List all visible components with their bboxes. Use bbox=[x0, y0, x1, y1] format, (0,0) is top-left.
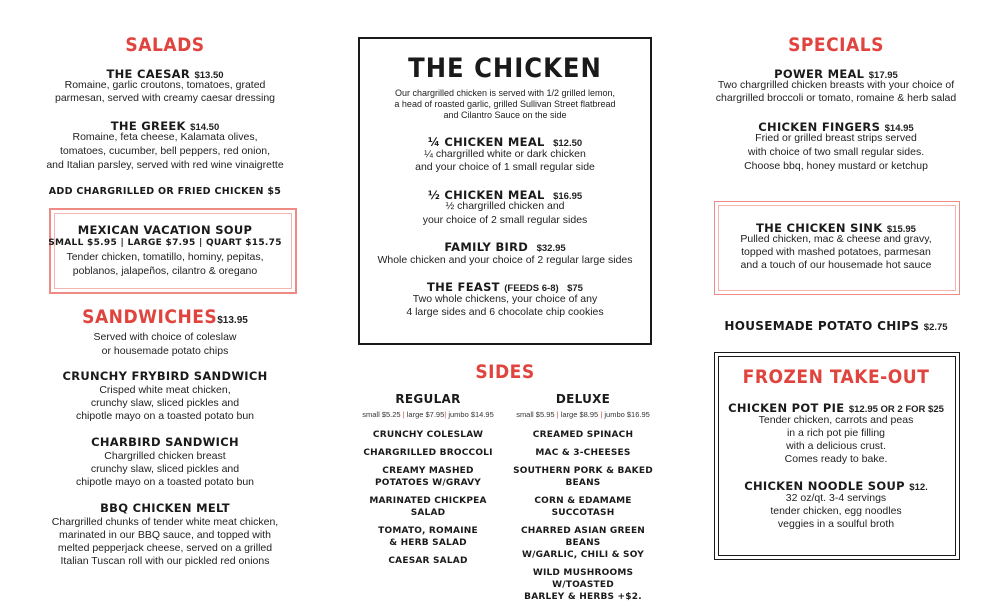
sandwiches-sub-2: or housemade potato chips bbox=[101, 345, 229, 357]
mexican-soup-desc-1: Tender chicken, tomatillo, hominy, pepitas, bbox=[66, 251, 264, 263]
deluxe-side-item: WILD MUSHROOMS W/TOASTED bbox=[532, 568, 634, 590]
quarter-meal-desc-2: and your choice of 1 small regular side bbox=[415, 161, 595, 173]
sandwiches-heading: SANDWICHES bbox=[82, 306, 218, 328]
power-meal-desc-1: Two chargrilled chicken breasts with your choice of bbox=[717, 79, 955, 91]
regular-large-price: large $7.95 bbox=[406, 410, 445, 419]
greek-desc-2: tomatoes, cucumber, bell peppers, red onion, bbox=[59, 145, 271, 157]
chicken-fingers-title: CHICKEN FINGERS bbox=[758, 120, 881, 134]
chicken-sink-desc-1: Pulled chicken, mac & cheese and gravy, bbox=[740, 233, 932, 245]
regular-side-item: MARINATED CHICKPEA SALAD bbox=[369, 496, 487, 518]
pot-pie-desc-4: Comes ready to bake. bbox=[784, 453, 888, 465]
bbq-melt-title: BBQ CHICKEN MELT bbox=[100, 501, 230, 515]
regular-side-item: CREAMY MASHED bbox=[382, 466, 474, 476]
regular-jumbo-price: jumbo $14.95 bbox=[448, 410, 494, 419]
salads-heading: SALADS bbox=[125, 34, 205, 56]
charbird-desc-3: chipotle mayo on a toasted potato bun bbox=[75, 476, 255, 488]
charbird-desc-2: crunchy slaw, sliced pickles and bbox=[90, 463, 240, 475]
deluxe-side-item: CREAMED SPINACH bbox=[532, 430, 634, 440]
mexican-soup-sizes: SMALL $5.95 | LARGE $7.95 | QUART $15.75 bbox=[48, 238, 282, 248]
chicken-sink-price: $15.95 bbox=[886, 224, 916, 235]
feast-feeds: (FEEDS 6-8) bbox=[504, 283, 559, 294]
deluxe-small-price: small $5.95 bbox=[516, 410, 555, 419]
bbq-melt-desc-2: marinated in our BBQ sauce, and topped with bbox=[59, 529, 271, 541]
half-meal-price: $16.95 bbox=[553, 191, 583, 202]
caesar-desc-1: Romaine, garlic croutons, tomatoes, grated bbox=[64, 79, 266, 91]
feast-price: $75 bbox=[567, 283, 583, 294]
pot-pie-desc-1: Tender chicken, carrots and peas bbox=[758, 414, 914, 426]
add-chicken-note: ADD CHARGRILLED OR FRIED CHICKEN $5 bbox=[48, 186, 282, 197]
mexican-soup-title: MEXICAN VACATION SOUP bbox=[77, 223, 253, 237]
frybird-desc-3: chipotle mayo on a toasted potato bun bbox=[75, 410, 255, 422]
chicken-intro-3: and Cilantro Sauce on the side bbox=[443, 110, 567, 120]
greek-price: $14.50 bbox=[190, 122, 220, 133]
mexican-soup-desc-2: poblanos, jalapeños, cilantro & oregano bbox=[72, 265, 258, 277]
regular-price-sep-1: | bbox=[402, 410, 405, 419]
regular-side-item: CRUNCHY COLESLAW bbox=[372, 430, 484, 440]
sides-regular bbox=[358, 392, 498, 566]
quarter-meal-price: $12.50 bbox=[553, 138, 583, 149]
deluxe-price-sep-1: | bbox=[556, 410, 559, 419]
regular-title: REGULAR bbox=[395, 392, 461, 406]
quarter-meal-desc-1: ¼ chargrilled white or dark chicken bbox=[424, 148, 586, 160]
family-bird-title: FAMILY BIRD bbox=[444, 240, 529, 254]
pot-pie-title: CHICKEN POT PIE bbox=[728, 401, 845, 415]
deluxe-side-item: CHARRED ASIAN GREEN BEANS bbox=[520, 526, 646, 548]
sides-deluxe bbox=[508, 392, 658, 602]
deluxe-price-sep-2: | bbox=[600, 410, 603, 419]
noodle-soup-title: CHICKEN NOODLE SOUP bbox=[744, 479, 905, 493]
regular-side-item: CAESAR SALAD bbox=[388, 556, 468, 566]
sides-heading: SIDES bbox=[475, 361, 535, 383]
bbq-melt-desc-1: Chargrilled chunks of tender white meat chicken, bbox=[51, 516, 279, 528]
greek-desc-1: Romaine, feta cheese, Kalamata olives, bbox=[72, 131, 258, 143]
deluxe-side-item: CORN & EDAMAME SUCCOTASH bbox=[534, 496, 632, 518]
family-bird-desc: Whole chicken and your choice of 2 regular large sides bbox=[377, 254, 633, 266]
sandwiches-header bbox=[40, 306, 290, 328]
caesar-price: $13.50 bbox=[194, 70, 224, 81]
power-meal-price: $17.95 bbox=[868, 70, 898, 81]
pot-pie-desc-3: with a delicious crust. bbox=[786, 440, 886, 452]
family-bird-price: $32.95 bbox=[536, 243, 566, 254]
deluxe-side-item: SOUTHERN PORK & BAKED BEANS bbox=[513, 466, 653, 488]
deluxe-prices bbox=[508, 410, 658, 419]
frybird-desc-1: Crisped white meat chicken, bbox=[99, 384, 231, 396]
frybird-desc-2: crunchy slaw, sliced pickles and bbox=[90, 397, 240, 409]
deluxe-side-item: BARLEY & HERBS +$2. bbox=[524, 592, 642, 602]
noodle-soup-desc-3: veggies in a soulful broth bbox=[777, 518, 895, 530]
noodle-soup-desc-1: 32 oz/qt. 3-4 servings bbox=[785, 492, 887, 504]
regular-small-price: small $5.25 bbox=[362, 410, 401, 419]
chicken-intro-2: a head of roasted garlic, grilled Sullivan Street flatbread bbox=[394, 99, 616, 109]
potato-chips bbox=[712, 317, 960, 335]
half-meal-desc-2: your choice of 2 small regular sides bbox=[422, 214, 588, 226]
greek-title: THE GREEK bbox=[110, 119, 186, 133]
regular-sides-list bbox=[358, 429, 498, 567]
sandwiches-sub-1: Served with choice of coleslaw bbox=[93, 331, 237, 343]
greek-desc-3: and Italian parsley, served with red wine vinaigrette bbox=[46, 159, 284, 171]
quarter-meal-title: ¼ CHICKEN MEAL bbox=[427, 135, 545, 149]
feast-desc-2: 4 large sides and 6 chocolate chip cookies bbox=[406, 306, 604, 318]
potato-chips-title: HOUSEMADE POTATO CHIPS bbox=[724, 319, 920, 333]
the-chicken-heading: THE CHICKEN bbox=[408, 53, 602, 84]
feast-title: THE FEAST bbox=[427, 280, 500, 294]
half-meal-title: ½ CHICKEN MEAL bbox=[427, 188, 545, 202]
noodle-soup-price: $12. bbox=[909, 482, 928, 493]
specials-heading: SPECIALS bbox=[788, 34, 884, 56]
caesar-title: THE CAESAR bbox=[106, 67, 191, 81]
bbq-melt-desc-3: melted pepperjack cheese, served on a grilled bbox=[57, 542, 273, 554]
caesar-desc-2: parmesan, served with creamy caesar dressing bbox=[54, 92, 275, 104]
feast-desc-1: Two whole chickens, your choice of any bbox=[412, 293, 598, 305]
bbq-melt-desc-4: Italian Tuscan roll with our pickled red onions bbox=[60, 555, 270, 567]
regular-side-item: & HERB SALAD bbox=[389, 538, 467, 548]
regular-price-sep-2: | bbox=[444, 410, 447, 419]
chicken-intro-1: Our chargrilled chicken is served with 1/2 grilled lemon, bbox=[394, 88, 616, 98]
charbird-desc-1: Chargrilled chicken breast bbox=[104, 450, 226, 462]
deluxe-title: DELUXE bbox=[555, 392, 611, 406]
deluxe-sides-list bbox=[508, 429, 658, 603]
frozen-heading: FROZEN TAKE-OUT bbox=[742, 366, 930, 388]
chicken-fingers-desc-2: with choice of two small regular sides. bbox=[747, 146, 925, 158]
deluxe-side-item: W/GARLIC, CHILI & SOY bbox=[522, 550, 644, 560]
chicken-fingers-desc-3: Choose bbq, honey mustard or ketchup bbox=[744, 160, 928, 172]
chicken-sink-desc-3: and a touch of our housemade hot sauce bbox=[740, 259, 932, 271]
deluxe-large-price: large $8.95 bbox=[560, 410, 599, 419]
potato-chips-price: $2.75 bbox=[923, 322, 948, 333]
deluxe-jumbo-price: jumbo $16.95 bbox=[604, 410, 650, 419]
half-meal-desc-1: ½ chargrilled chicken and bbox=[445, 200, 565, 212]
sandwiches-price: $13.95 bbox=[217, 315, 248, 326]
power-meal-desc-2: chargrilled broccoli or tomato, romaine & herb salad bbox=[715, 92, 957, 104]
pot-pie-price: $12.95 OR 2 FOR $25 bbox=[848, 404, 944, 415]
power-meal-title: POWER MEAL bbox=[774, 67, 865, 81]
chicken-sink-desc-2: topped with mashed potatoes, parmesan bbox=[741, 246, 931, 258]
chicken-fingers-price: $14.95 bbox=[884, 123, 914, 134]
regular-side-item: POTATOES W/GRAVY bbox=[374, 478, 482, 488]
noodle-soup-desc-2: tender chicken, egg noodles bbox=[770, 505, 902, 517]
regular-side-item: TOMATO, ROMAINE bbox=[378, 526, 478, 536]
chicken-fingers-desc-1: Fried or grilled breast strips served bbox=[755, 132, 917, 144]
deluxe-side-item: MAC & 3-CHEESES bbox=[535, 448, 631, 458]
charbird-title: CHARBIRD SANDWICH bbox=[91, 435, 239, 449]
frybird-title: CRUNCHY FRYBIRD SANDWICH bbox=[62, 369, 268, 383]
regular-side-item: CHARGRILLED BROCCOLI bbox=[363, 448, 493, 458]
chicken-sink-title: THE CHICKEN SINK bbox=[756, 221, 883, 235]
regular-prices bbox=[358, 410, 498, 419]
pot-pie-desc-2: in a rich pot pie filling bbox=[786, 427, 886, 439]
